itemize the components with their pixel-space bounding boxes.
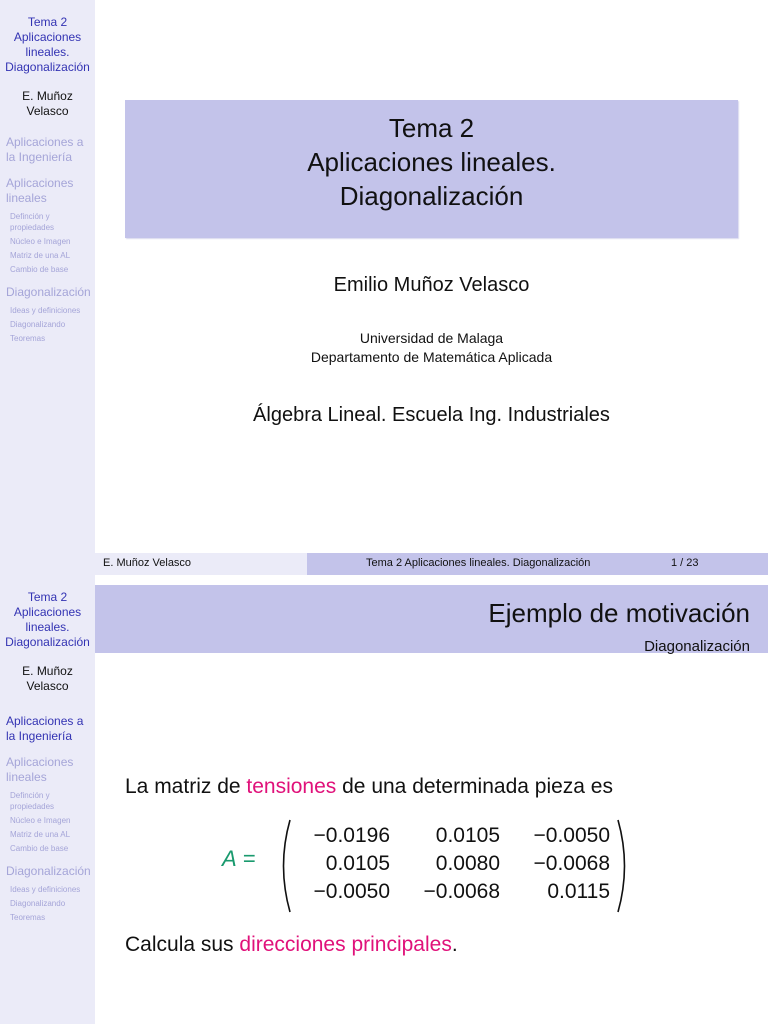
sidebar-item-diagonalizando[interactable]: Diagonalizando xyxy=(10,320,66,329)
matrix-symbol: A xyxy=(222,846,237,871)
footer-left xyxy=(95,553,307,575)
sidebar-nav xyxy=(0,575,95,1024)
sidebar-item-cambio-base[interactable]: Cambio de base xyxy=(10,265,69,274)
statement-text: La matriz de tensiones de una determinada pieza es xyxy=(125,775,613,798)
sidebar-item-ideas-definiciones[interactable]: Ideas y definiciones xyxy=(10,885,81,894)
matrix-equals: = xyxy=(242,846,256,871)
frame-title-bar xyxy=(95,585,768,653)
footer-page-number[interactable]: 1 / 23 xyxy=(671,557,699,569)
sidebar-author: E. Muñoz Velasco xyxy=(22,89,73,118)
matrix-cell: −0.0050 xyxy=(533,824,610,847)
matrix-cell: 0.0080 xyxy=(435,852,500,875)
sidebar-item-ideas-definiciones[interactable]: Ideas y definiciones xyxy=(10,306,81,315)
task-text: Calcula sus direcciones principales. xyxy=(125,933,458,956)
footer-right xyxy=(307,553,768,575)
sidebar-item-nucleo-imagen[interactable]: Núcleo e Imagen xyxy=(10,237,71,246)
sidebar-item-definicion[interactable]: Definción y propiedades xyxy=(10,791,55,811)
title-line-3: Diagonalización xyxy=(339,181,524,211)
matrix-cell: −0.0196 xyxy=(313,824,390,847)
sidebar-nav xyxy=(0,0,95,575)
matrix-cell: 0.0115 xyxy=(547,880,610,903)
sidebar-section-aplicaciones-ingenieria[interactable]: Aplicaciones a la Ingeniería xyxy=(6,135,84,164)
frame-title: Ejemplo de motivación xyxy=(488,598,750,628)
matrix-cell: −0.0068 xyxy=(533,852,610,875)
sidebar-item-matriz-al[interactable]: Matriz de una AL xyxy=(10,830,71,839)
highlight-direcciones: direcciones principales xyxy=(239,933,452,956)
matrix-lhs xyxy=(222,846,256,872)
matrix-cell: −0.0050 xyxy=(313,880,390,903)
sidebar-item-cambio-base[interactable]: Cambio de base xyxy=(10,844,69,853)
sidebar-item-diagonalizando[interactable]: Diagonalizando xyxy=(10,899,66,908)
title-line-1: Tema 2 xyxy=(388,113,475,143)
sidebar-item-teoremas[interactable]: Teoremas xyxy=(10,913,46,922)
sidebar-item-nucleo-imagen[interactable]: Núcleo e Imagen xyxy=(10,816,71,825)
sidebar-title[interactable]: Tema 2 Aplicaciones lineales. Diagonalización xyxy=(5,15,90,74)
right-parenthesis xyxy=(616,818,632,914)
author-name: Emilio Muñoz Velasco xyxy=(333,274,530,296)
footer xyxy=(95,553,768,575)
frame-subtitle: Diagonalización xyxy=(644,638,750,655)
sidebar-section-aplicaciones-lineales[interactable]: Aplicaciones lineales xyxy=(6,755,74,784)
sidebar-author: E. Muñoz Velasco xyxy=(22,664,73,693)
sidebar-item-teoremas[interactable]: Teoremas xyxy=(10,334,46,343)
title-line-2: Aplicaciones lineales. xyxy=(307,147,556,177)
institute: Universidad de Malaga Departamento de Matemática Aplicada xyxy=(310,330,553,365)
sidebar-section-aplicaciones-lineales[interactable]: Aplicaciones lineales xyxy=(6,176,74,205)
footer-title: Tema 2 Aplicaciones lineales. Diagonalización xyxy=(366,557,591,569)
left-parenthesis xyxy=(276,818,292,914)
course-name: Álgebra Lineal. Escuela Ing. Industriales xyxy=(253,404,610,426)
sidebar-item-definicion[interactable]: Definción y propiedades xyxy=(10,212,55,232)
highlight-tensiones: tensiones xyxy=(246,775,337,798)
matrix-cell: −0.0068 xyxy=(423,880,500,903)
sidebar-section-diagonalizacion[interactable]: Diagonalización xyxy=(6,285,91,299)
matrix-cell: 0.0105 xyxy=(325,852,390,875)
matrix-cell: 0.0105 xyxy=(435,824,500,847)
slide-2 xyxy=(0,575,768,1024)
sidebar-item-matriz-al[interactable]: Matriz de una AL xyxy=(10,251,71,260)
sidebar-section-diagonalizacion[interactable]: Diagonalización xyxy=(6,864,91,878)
sidebar-title[interactable]: Tema 2 Aplicaciones lineales. Diagonalización xyxy=(5,590,90,649)
footer-author: E. Muñoz Velasco xyxy=(103,557,192,569)
sidebar-section-aplicaciones-ingenieria[interactable]: Aplicaciones a la Ingeniería xyxy=(6,714,84,743)
title-box xyxy=(125,100,738,238)
